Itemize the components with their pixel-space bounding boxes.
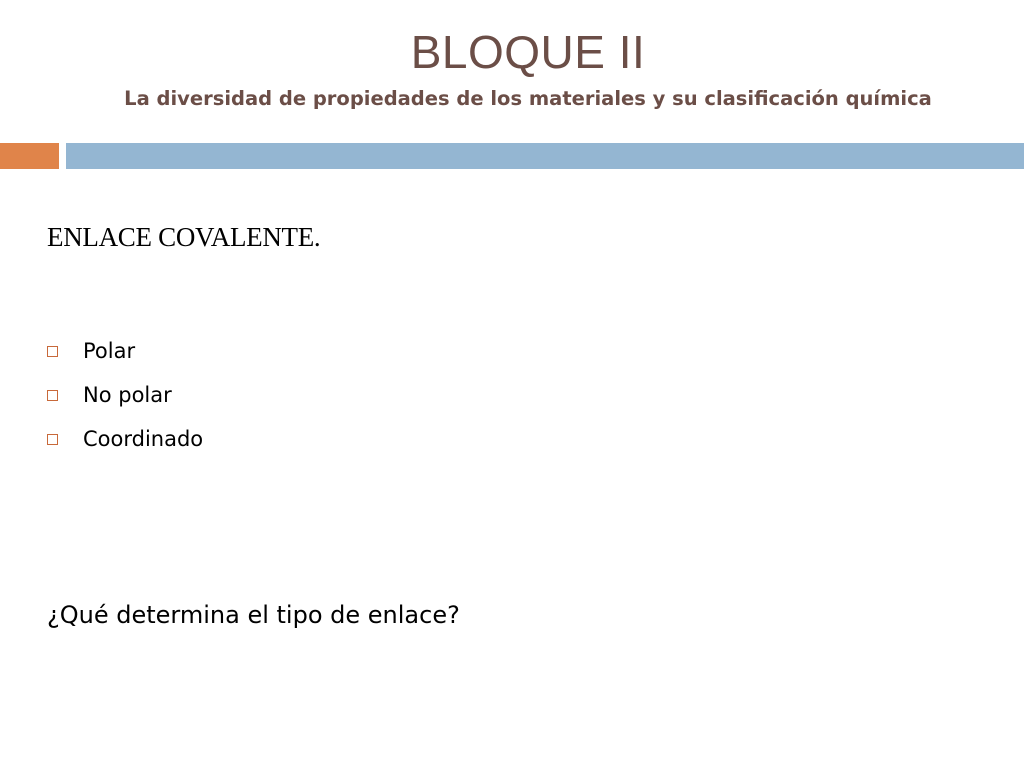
square-bullet-icon bbox=[47, 434, 58, 445]
list-item bbox=[47, 329, 203, 373]
bullet-list bbox=[47, 329, 203, 461]
slide-subtitle: La diversidad de propiedades de los materiales y su clasificación química bbox=[124, 87, 932, 110]
square-bullet-icon bbox=[47, 390, 58, 401]
bullet-label: Polar bbox=[83, 339, 136, 363]
section-heading: ENLACE COVALENTE. bbox=[47, 222, 321, 252]
question-text: ¿Qué determina el tipo de enlace? bbox=[47, 601, 460, 629]
bullet-label: Coordinado bbox=[83, 427, 204, 451]
accent-bar bbox=[0, 143, 59, 169]
title-block bbox=[0, 22, 1024, 114]
header-divider-bar bbox=[66, 143, 1024, 169]
slide-title: BLOQUE II bbox=[410, 26, 646, 78]
bullet-label: No polar bbox=[83, 383, 172, 407]
list-item bbox=[47, 373, 203, 417]
list-item bbox=[47, 417, 203, 461]
square-bullet-icon bbox=[47, 346, 58, 357]
